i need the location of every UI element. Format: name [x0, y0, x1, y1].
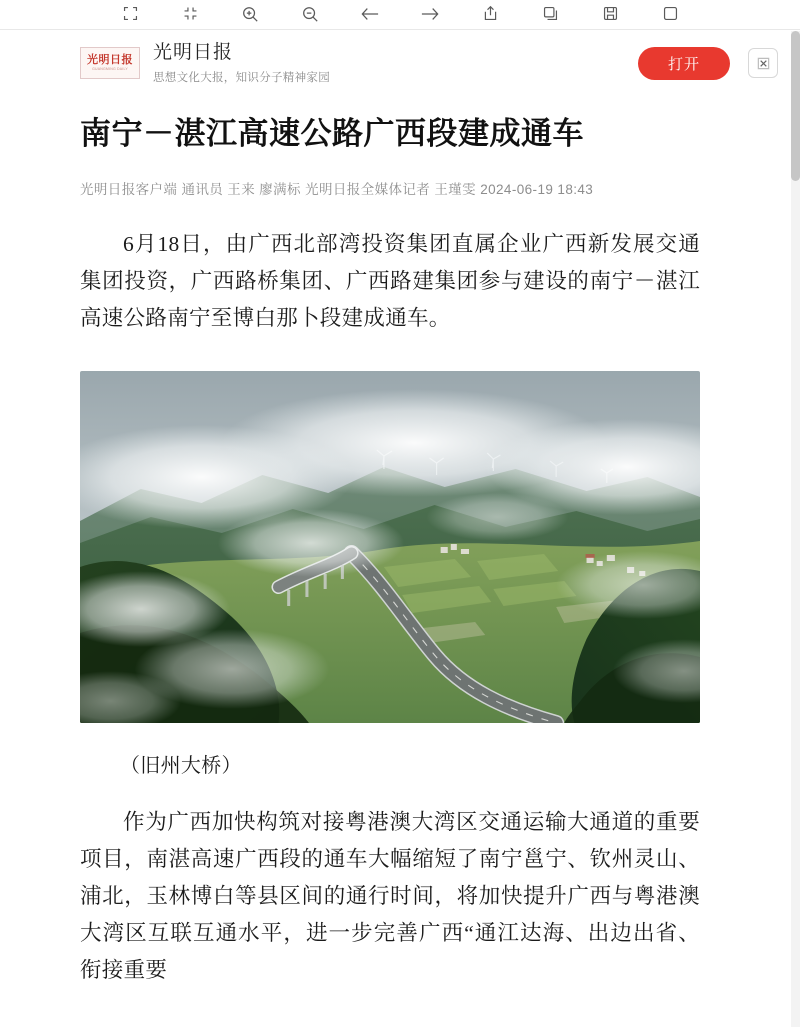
save-icon[interactable] — [597, 1, 623, 27]
article-paragraph-1: 6月18日，由广西北部湾投资集团直属企业广西新发展交通集团投资，广西路桥集团、广西路建集团参与建设的南宁－湛江高速公路南宁至博白那卜段建成通车。 — [80, 231, 700, 330]
site-header — [0, 31, 800, 95]
browser-toolbar — [0, 0, 800, 30]
fullscreen-icon[interactable] — [117, 1, 143, 27]
article-byline: 光明日报客户端 通讯员 王来 廖满标 光明日报全媒体记者 王瑾雯 2024-06-19 18:43 — [80, 181, 594, 197]
close-overlay-icon[interactable] — [748, 48, 778, 78]
zoom-out-icon[interactable] — [297, 1, 323, 27]
logo-en-text: GUANGMING DAILY — [92, 66, 128, 71]
open-app-button[interactable]: 打开 — [638, 47, 730, 80]
guangming-daily-logo — [80, 47, 140, 79]
article-figure — [80, 371, 700, 778]
logo-cn-text: 光明日报 — [87, 53, 133, 66]
bookmark-icon[interactable] — [657, 1, 683, 27]
article-photo — [80, 371, 700, 723]
brand-slogan: 思想文化大报，知识分子精神家园 — [153, 71, 330, 84]
forward-arrow-icon[interactable] — [417, 1, 443, 27]
page-title: 南宁－湛江高速公路广西段建成通车 — [80, 116, 584, 151]
page-scrollbar-thumb[interactable] — [791, 31, 800, 181]
article-body — [0, 113, 800, 988]
zoom-in-icon[interactable] — [237, 1, 263, 27]
exit-fullscreen-icon[interactable] — [177, 1, 203, 27]
share-icon[interactable] — [477, 1, 503, 27]
page-scrollbar-track[interactable] — [791, 31, 800, 1027]
brand-text-block — [153, 41, 330, 85]
article-paragraph-2: 作为广西加快构筑对接粤港澳大湾区交通运输大通道的重要项目，南湛高速广西段的通车大幅缩短了南宁邕宁、钦州灵山、浦北，玉林博白等县区间的通行时间，将加快提升广西与粤港澳大湾区互联互通水平，进一步完善广西“通江达海、出边出省、衔接重要 — [80, 809, 700, 982]
image-caption: （旧州大桥） — [120, 754, 242, 777]
brand-name: 光明日报 — [153, 42, 234, 64]
article-page — [0, 31, 800, 1027]
copy-icon[interactable] — [537, 1, 563, 27]
back-arrow-icon[interactable] — [357, 1, 383, 27]
